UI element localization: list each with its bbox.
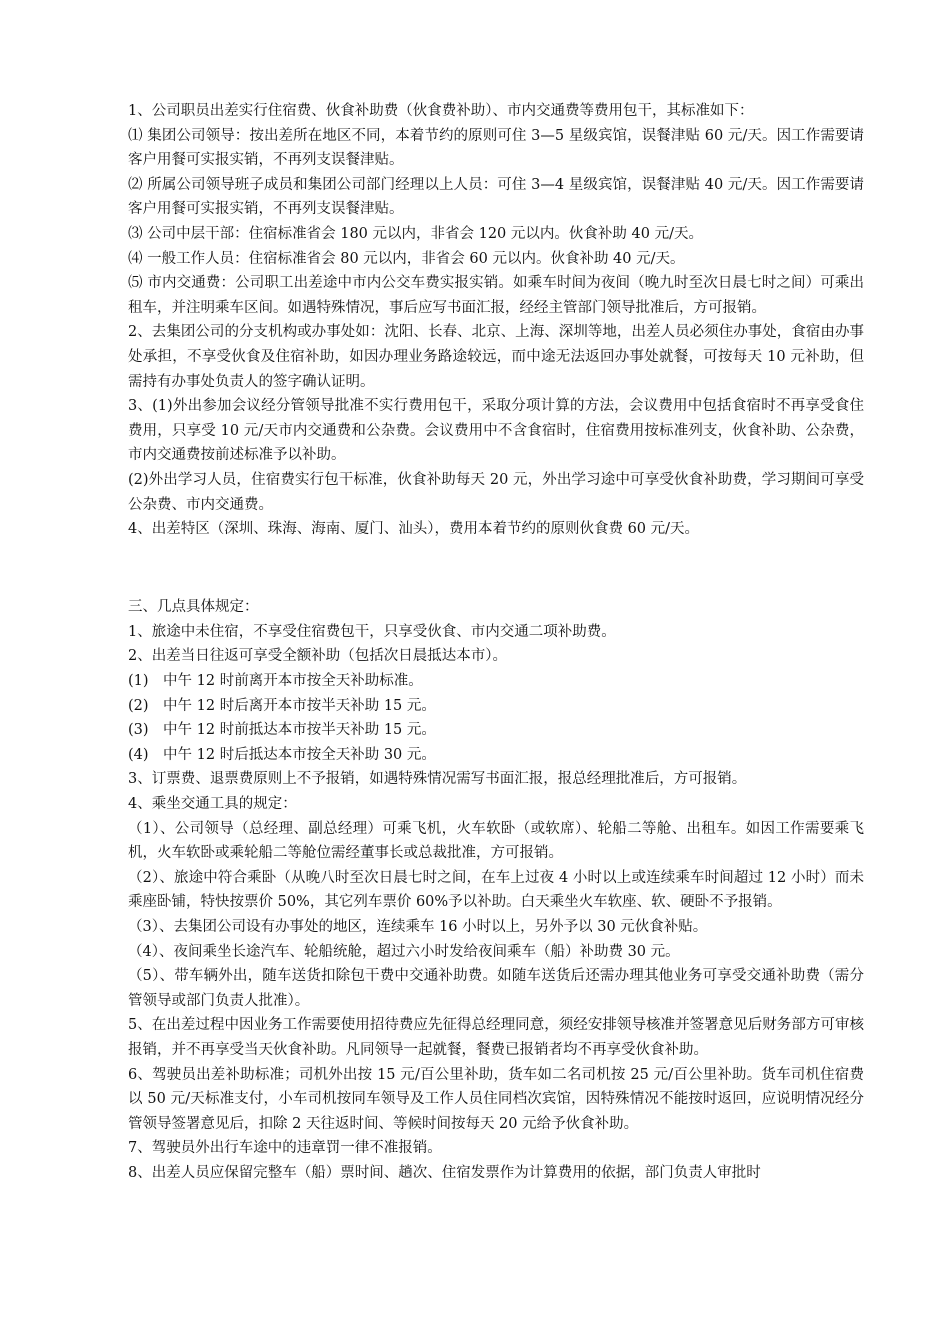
document-paragraph: (3) 中午 12 时前抵达本市按半天补助 15 元。 bbox=[128, 722, 436, 739]
document-paragraph: 1、旅途中未住宿，不享受住宿费包干，只享受伙食、市内交通二项补助费。 bbox=[128, 623, 616, 640]
document-paragraph: 8、出差人员应保留完整车（船）票时间、趟次、住宿发票作为计算费用的依据，部门负责人审批时 bbox=[128, 1164, 761, 1181]
document-paragraph: (4) 中午 12 时后抵达本市按全天补助 30 元。 bbox=[128, 746, 436, 763]
document-paragraph: ⑷ 一般工作人员：住宿标准省会 80 元以内，非省会 60 元以内。伙食补助 40 元/天。 bbox=[128, 250, 685, 267]
document-paragraph: 2、去集团公司的分支机构或办事处如：沈阳、长春、北京、上海、深圳等地，出差人员必须住办事处，食宿由办事处承担，不享受伙食及住宿补助，如因办理业务路途较远，而中途无法返回办事处就餐，可按每天 10 元补助，但需持有办事处负责人的签字确认证明。 bbox=[128, 324, 864, 390]
document-paragraph: ⑵ 所属公司领导班子成员和集团公司部门经理以上人员：可住 3—4 星级宾馆，误餐津贴 40 元/天。因工作需要请客户用餐可实报实销，不再列支误餐津贴。 bbox=[128, 176, 864, 218]
document-paragraph: (1) 中午 12 时前离开本市按全天补助标准。 bbox=[128, 673, 423, 690]
document-paragraph: 3、(1)外出参加会议经分管领导批准不实行费用包干，采取分项计算的方法，会议费用中包括食宿时不再享受食住费用，只享受 10 元/天市内交通费和公杂费。会议费用中不含食宿时，住宿费用按标准列支，伙食补助、公杂费，市内交通费按前述标准予以补助。 bbox=[128, 398, 864, 464]
blank-line bbox=[128, 556, 864, 581]
document-paragraph: 7、驾驶员外出行车途中的违章罚一律不准报销。 bbox=[128, 1140, 442, 1157]
document-paragraph: （1）、公司领导（总经理、副总经理）可乘飞机，火车软卧（或软席）、轮船二等舱、出租车。如因工作需要乘飞机，火车软卧或乘轮船二等舱位需经董事长或总裁批准，方可报销。 bbox=[128, 820, 864, 862]
document-paragraph: 3、订票费、退票费原则上不予报销，如遇特殊情况需写书面汇报，报总经理批准后，方可报销。 bbox=[128, 771, 747, 788]
document-body bbox=[128, 99, 864, 1186]
document-paragraph: (2)外出学习人员，住宿费实行包干标准，伙食补助每天 20 元，外出学习途中可享受伙食补助费，学习期间可享受公杂费、市内交通费。 bbox=[128, 471, 864, 513]
document-paragraph: （2）、旅途中符合乘卧（从晚八时至次日晨七时之间，在车上过夜 4 小时以上或连续乘车时间超过 12 小时）而未乘座卧铺，特快按票价 50%，其它列车票价 60%予以补助。白天乘坐火车软座、软、硬卧不予报销。 bbox=[128, 869, 864, 911]
document-paragraph: 三、几点具体规定： bbox=[128, 599, 259, 616]
document-paragraph: （4）、夜间乘坐长途汽车、轮船统舱，超过六小时发给夜间乘车（船）补助费 30 元。 bbox=[128, 943, 680, 960]
document-paragraph: （3）、去集团公司设有办事处的地区，连续乘车 16 小时以上，另外予以 30 元伙食补贴。 bbox=[128, 919, 708, 935]
document-paragraph: (2) 中午 12 时后离开本市按半天补助 15 元。 bbox=[128, 697, 436, 714]
document-paragraph: 2、出差当日往返可享受全额补助（包括次日晨抵达本市）。 bbox=[128, 648, 507, 665]
document-paragraph: （5）、带车辆外出，随车送货扣除包干费中交通补助费。如随车送货后还需办理其他业务可享受交通补助费（需分管领导或部门负责人批准）。 bbox=[128, 968, 864, 1009]
document-paragraph: 6、驾驶员出差补助标准；司机外出按 15 元/百公里补助，货车如二名司机按 25 元/百公里补助。货车司机住宿费以 50 元/天标准支付，小车司机按同车领导及工作人员住同档次宾馆，因特殊情况不能按时返回，应说明情况经分管领导签署意见后，扣除 2 天往返时间、等候时间按每天 20 元给予伙食补助。 bbox=[128, 1066, 864, 1132]
document-paragraph: 4、乘坐交通工具的规定： bbox=[128, 796, 297, 813]
document-paragraph: ⑸ 市内交通费：公司职工出差途中市内公交车费实报实销。如乘车时间为夜间（晚九时至次日晨七时之间）可乘出租车，并注明乘车区间。如遇特殊情况，事后应写书面汇报，经经主管部门领导批准后，方可报销。 bbox=[128, 275, 864, 316]
document-paragraph: 5、在出差过程中因业务工作需要使用招待费应先征得总经理同意，须经安排领导核准并签署意见后财务部方可审核报销，并不再享受当天伙食补助。凡同领导一起就餐，餐费已报销者均不再享受伙食补助。 bbox=[128, 1017, 864, 1058]
document-paragraph: ⑶ 公司中层干部：住宿标准省会 180 元以内，非省会 120 元以内。伙食补助 40 元/天。 bbox=[128, 225, 703, 242]
document-paragraph: ⑴ 集团公司领导：按出差所在地区不同，本着节约的原则可住 3—5 星级宾馆，误餐津贴 60 元/天。因工作需要请客户用餐可实报实销，不再列支误餐津贴。 bbox=[128, 127, 864, 169]
document-paragraph: 1、公司职员出差实行住宿费、伙食补助费（伙食费补助）、市内交通费等费用包干，其标准如下： bbox=[128, 103, 754, 119]
document-paragraph: 4、出差特区（深圳、珠海、海南、厦门、汕头），费用本着节约的原则伙食费 60 元/天。 bbox=[128, 521, 700, 538]
